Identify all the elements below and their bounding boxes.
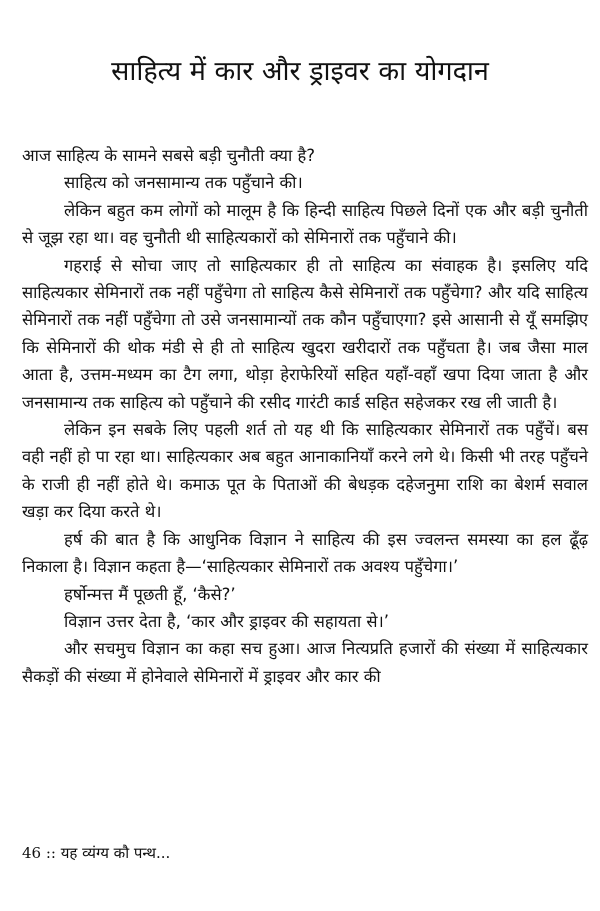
paragraph: गहराई से सोचा जाए तो साहित्यकार ही तो साहित्य का संवाहक है। इसलिए यदि साहित्यकार सेमिनारों तक नहीं पहुँचेगा तो साहित्य कैसे सेमिनारों तक पहुँचेगा? और यदि साहित्य सेमिनारों तक नहीं पहुँचेगा तो उसे जनसामान्यों तक कौन पहुँचाएगा? इसे आसानी से यूँ समझिए कि सेमिनारों की थोक मंडी से ही तो साहित्य खुदरा खरीदारों तक पहुँचता है। जब जैसा माल आता है, उत्तम-मध्यम का टैग लगा, थोड़ा हेराफेरियों सहित यहाँ-वहाँ खपा दिया जाता है और जनसामान्य तक साहित्य को पहुँचाने की रसीद गारंटी कार्ड सहित सहेजकर रख ली जाती है। (22, 255, 588, 412)
paragraph: लेकिन बहुत कम लोगों को मालूम है कि हिन्दी साहित्य पिछले दिनों एक और बड़ी चुनौती से जूझ रहा था। वह चुनौती थी साहित्यकारों को सेमिनारों तक पहुँचाने की। (22, 200, 588, 248)
paragraph: लेकिन इन सबके लिए पहली शर्त तो यह थी कि साहित्यकार सेमिनारों तक पहुँचें। बस वही नहीं हो पा रहा था। साहित्यकार अब बहुत आनाकानियाँ करने लगे थे। किसी भी तरह पहुँचने के राजी ही नहीं होते थे। कमाऊ पूत के पिताओं की बेधड़क दहेजनुमा राशि का बेशर्म सवाल खड़ा कर दिया करते थे। (22, 420, 588, 522)
chapter-body (22, 142, 588, 690)
paragraph: आज साहित्य के सामने सबसे बड़ी चुनौती क्या है? (22, 146, 316, 165)
paragraph: और सचमुच विज्ञान का कहा सच हुआ। आज नित्यप्रति हजारों की संख्या में साहित्यकार सैकड़ों की संख्या में होनेवाले सेमिनारों में ड्राइवर और कार की (22, 639, 588, 686)
paragraph: हर्ष की बात है कि आधुनिक विज्ञान ने साहित्य की इस ज्वलन्त समस्या का हल ढूँढ़ निकाला है। विज्ञान कहता है—‘साहित्यकार सेमिनारों तक अवश्य पहुँचेगा।’ (22, 529, 588, 577)
page-footer: 46 :: यह व्यंग्य कौ पन्थ... (22, 844, 171, 862)
paragraph: विज्ञान उत्तर देता है, ‘कार और ड्राइवर की सहायता से।’ (64, 611, 390, 631)
paragraph: हर्षोन्मत्त मैं पूछती हूँ, ‘कैसे?’ (64, 584, 236, 604)
chapter-title: साहित्य में कार और ड्राइवर का योगदान (111, 56, 489, 87)
paragraph: साहित्य को जनसामान्य तक पहुँचाने की। (64, 173, 303, 193)
